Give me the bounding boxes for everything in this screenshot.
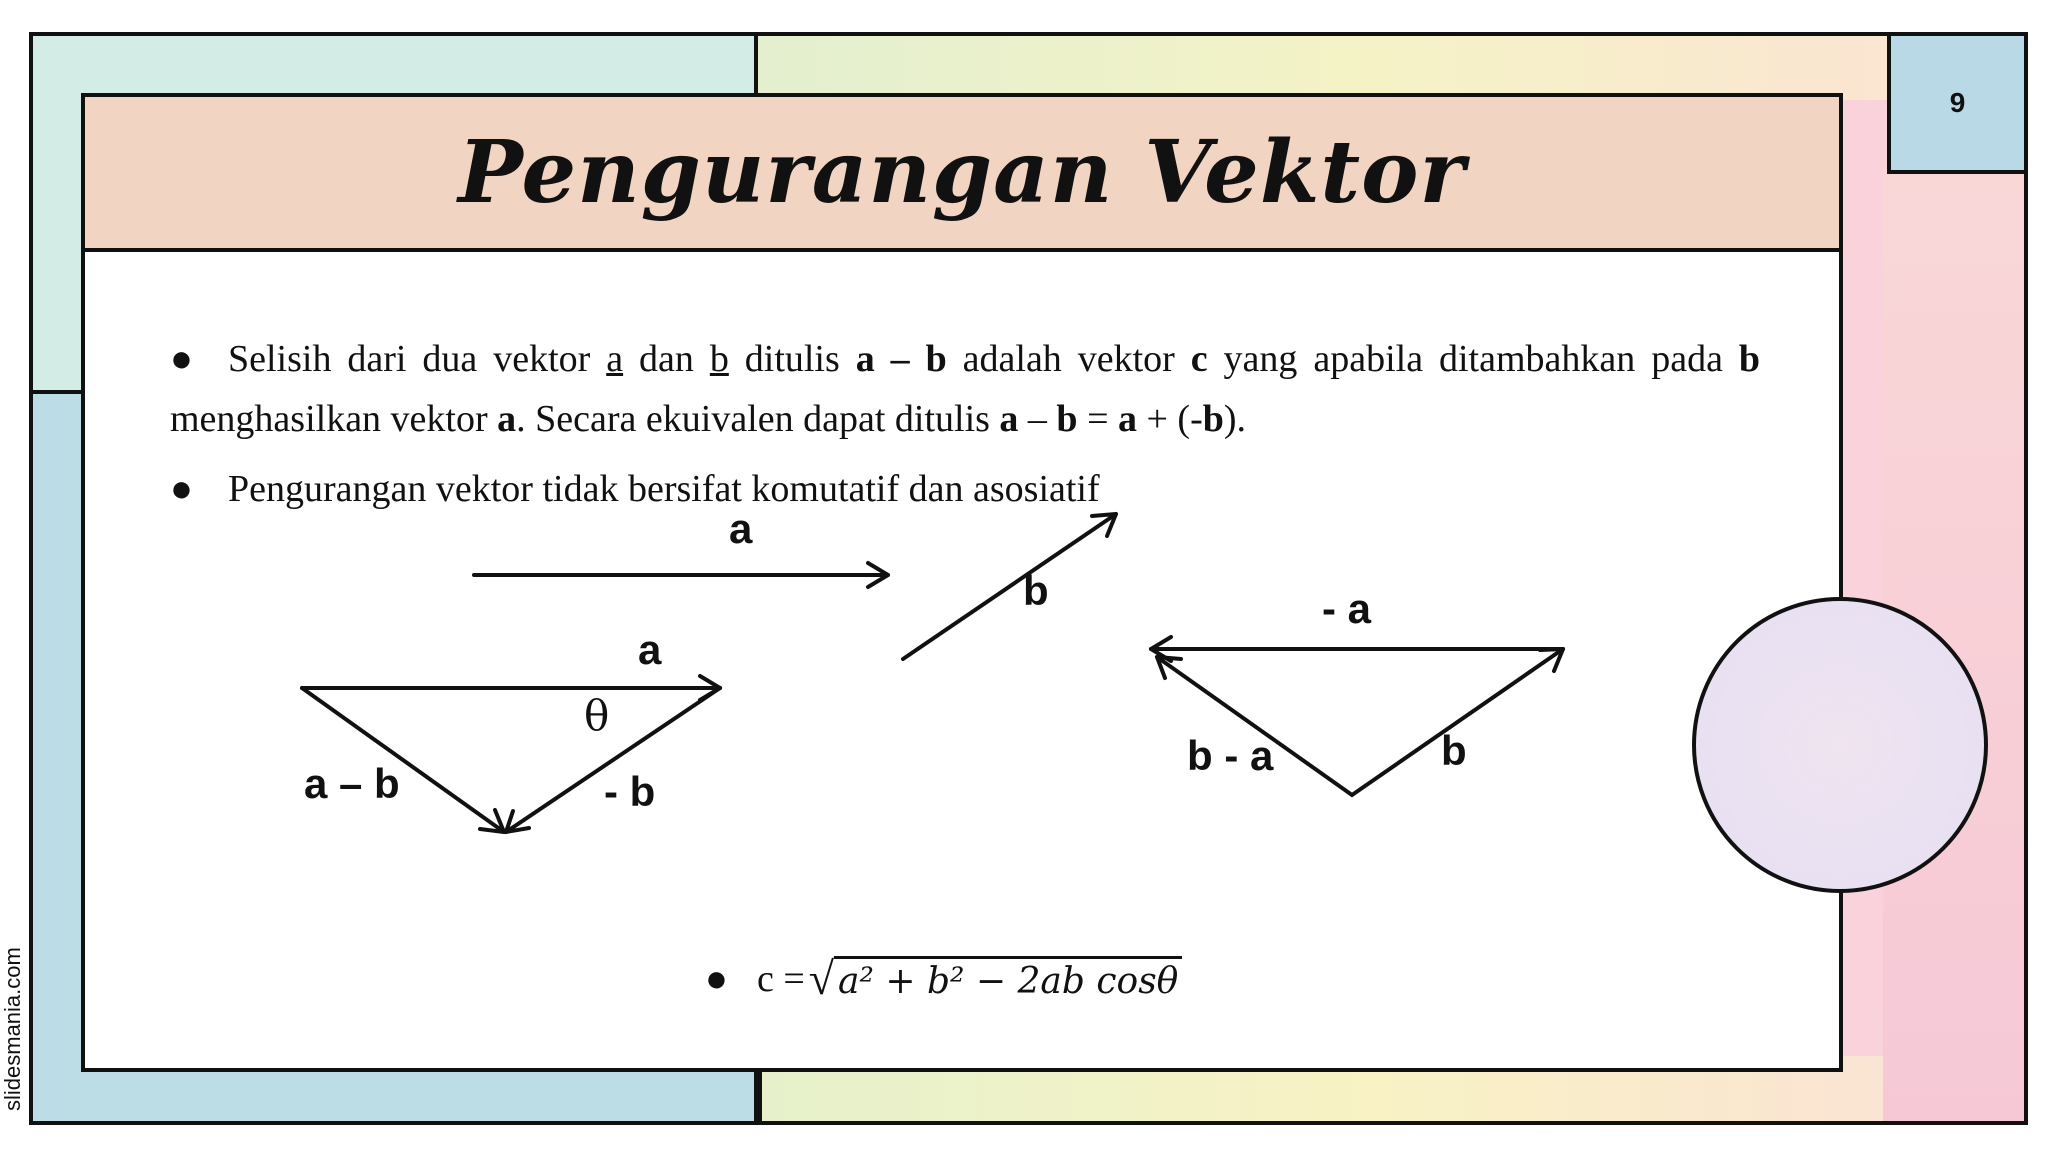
underlined-b: b — [709, 338, 729, 380]
brand-watermark: slidesmania.com — [0, 947, 25, 1111]
text-segment: . Secara ekuivalen dapat ditulis — [516, 398, 1000, 440]
text-segment: – — [1018, 398, 1057, 440]
square-root — [805, 952, 1183, 1005]
vector-b-line — [903, 514, 1116, 659]
text-segment: ). — [1223, 398, 1247, 440]
formula-lhs: c = — [757, 957, 805, 1000]
text-segment: adalah vektor — [946, 338, 1191, 380]
decorative-circle — [1692, 597, 1988, 893]
formula-radicand: a² + b² − 2ab cosθ — [834, 956, 1182, 1002]
text-segment: = — [1077, 398, 1118, 440]
text-segment: menghasilkan vektor — [170, 398, 498, 440]
label-b: b — [1023, 567, 1049, 614]
text-segment: + (- — [1137, 398, 1203, 440]
tri1-label-theta: θ — [584, 691, 610, 740]
bold-b: b — [1056, 398, 1078, 440]
page-number: 9 — [1949, 87, 1966, 118]
tri2-label-bma: b - a — [1187, 732, 1274, 779]
content-card — [81, 93, 1843, 1072]
tri1-label-amb: a – b — [304, 760, 400, 807]
bullet-dot-icon: ● — [705, 957, 728, 1000]
bold-b: b — [1738, 338, 1761, 380]
bullet-text: Pengurangan vektor tidak bersifat komutatif dan asosiatif — [228, 468, 1100, 510]
cosine-formula — [705, 952, 1182, 1005]
bold-b: b — [1202, 398, 1224, 440]
tri1-label-a: a — [638, 626, 662, 673]
tri2-label-b: b — [1441, 727, 1467, 774]
label-a: a — [729, 505, 753, 552]
text-segment: Selisih dari dua vektor — [228, 338, 607, 380]
bold-a-minus-b: a – b — [855, 338, 947, 380]
text-segment: yang apabila ditambahkan pada — [1207, 338, 1739, 380]
slide-title: Pengurangan Vektor — [458, 122, 1466, 223]
bold-a: a — [999, 398, 1019, 440]
tri2-b-arrowhead — [1540, 649, 1563, 671]
bold-c: c — [1190, 338, 1208, 380]
radical-sign-icon: √ — [808, 953, 835, 1004]
bold-a: a — [497, 398, 517, 440]
page-number-box — [1887, 32, 2028, 174]
text-segment: ditulis — [728, 338, 856, 380]
tri1-label-negb: - b — [604, 768, 656, 815]
top-gradient-band — [758, 36, 1978, 100]
tri2-label-nega: - a — [1322, 585, 1372, 632]
bullet-dot-icon: ● — [170, 468, 193, 510]
text-segment: dan — [623, 338, 710, 380]
vector-diagram — [85, 97, 1843, 1072]
bold-a: a — [1118, 398, 1137, 440]
underlined-a: a — [606, 338, 624, 380]
bullet-dot-icon: ● — [170, 338, 193, 380]
